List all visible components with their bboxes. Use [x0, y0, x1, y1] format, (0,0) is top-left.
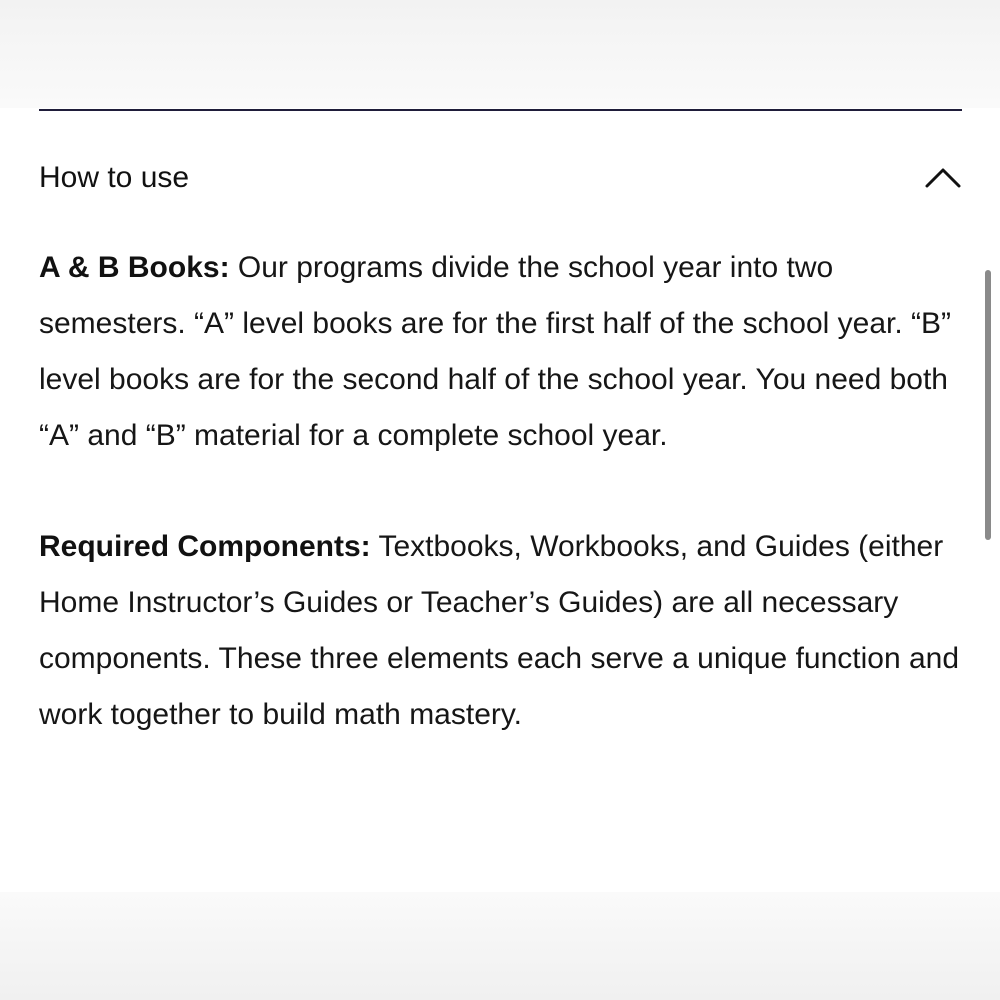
ab-books-text: Our programs divide the school year into two semesters. “A” level books are for the first half of the school year. “B” level books are for the second half of the school year. You need both “A” and “B” material for a complete school year. [39, 251, 952, 452]
chevron-up-icon[interactable] [924, 162, 962, 190]
section-divider [39, 109, 962, 111]
ab-books-paragraph [39, 240, 962, 464]
accordion-title: How to use [39, 161, 190, 194]
top-background [0, 0, 1000, 108]
how-to-use-accordion-header[interactable] [39, 148, 962, 208]
bottom-background [0, 892, 1000, 1000]
scrollbar-thumb[interactable] [985, 270, 991, 540]
required-components-paragraph [39, 519, 962, 743]
required-components-heading: Required Components: [39, 530, 371, 563]
accordion-content [39, 240, 962, 798]
ab-books-heading: A & B Books: [39, 251, 230, 284]
required-components-text: Textbooks, Workbooks, and Guides (either Home Instructor’s Guides or Teacher’s Guides) are all necessary components. These three elements each serve a unique function and work together to build math mastery. [39, 530, 960, 731]
